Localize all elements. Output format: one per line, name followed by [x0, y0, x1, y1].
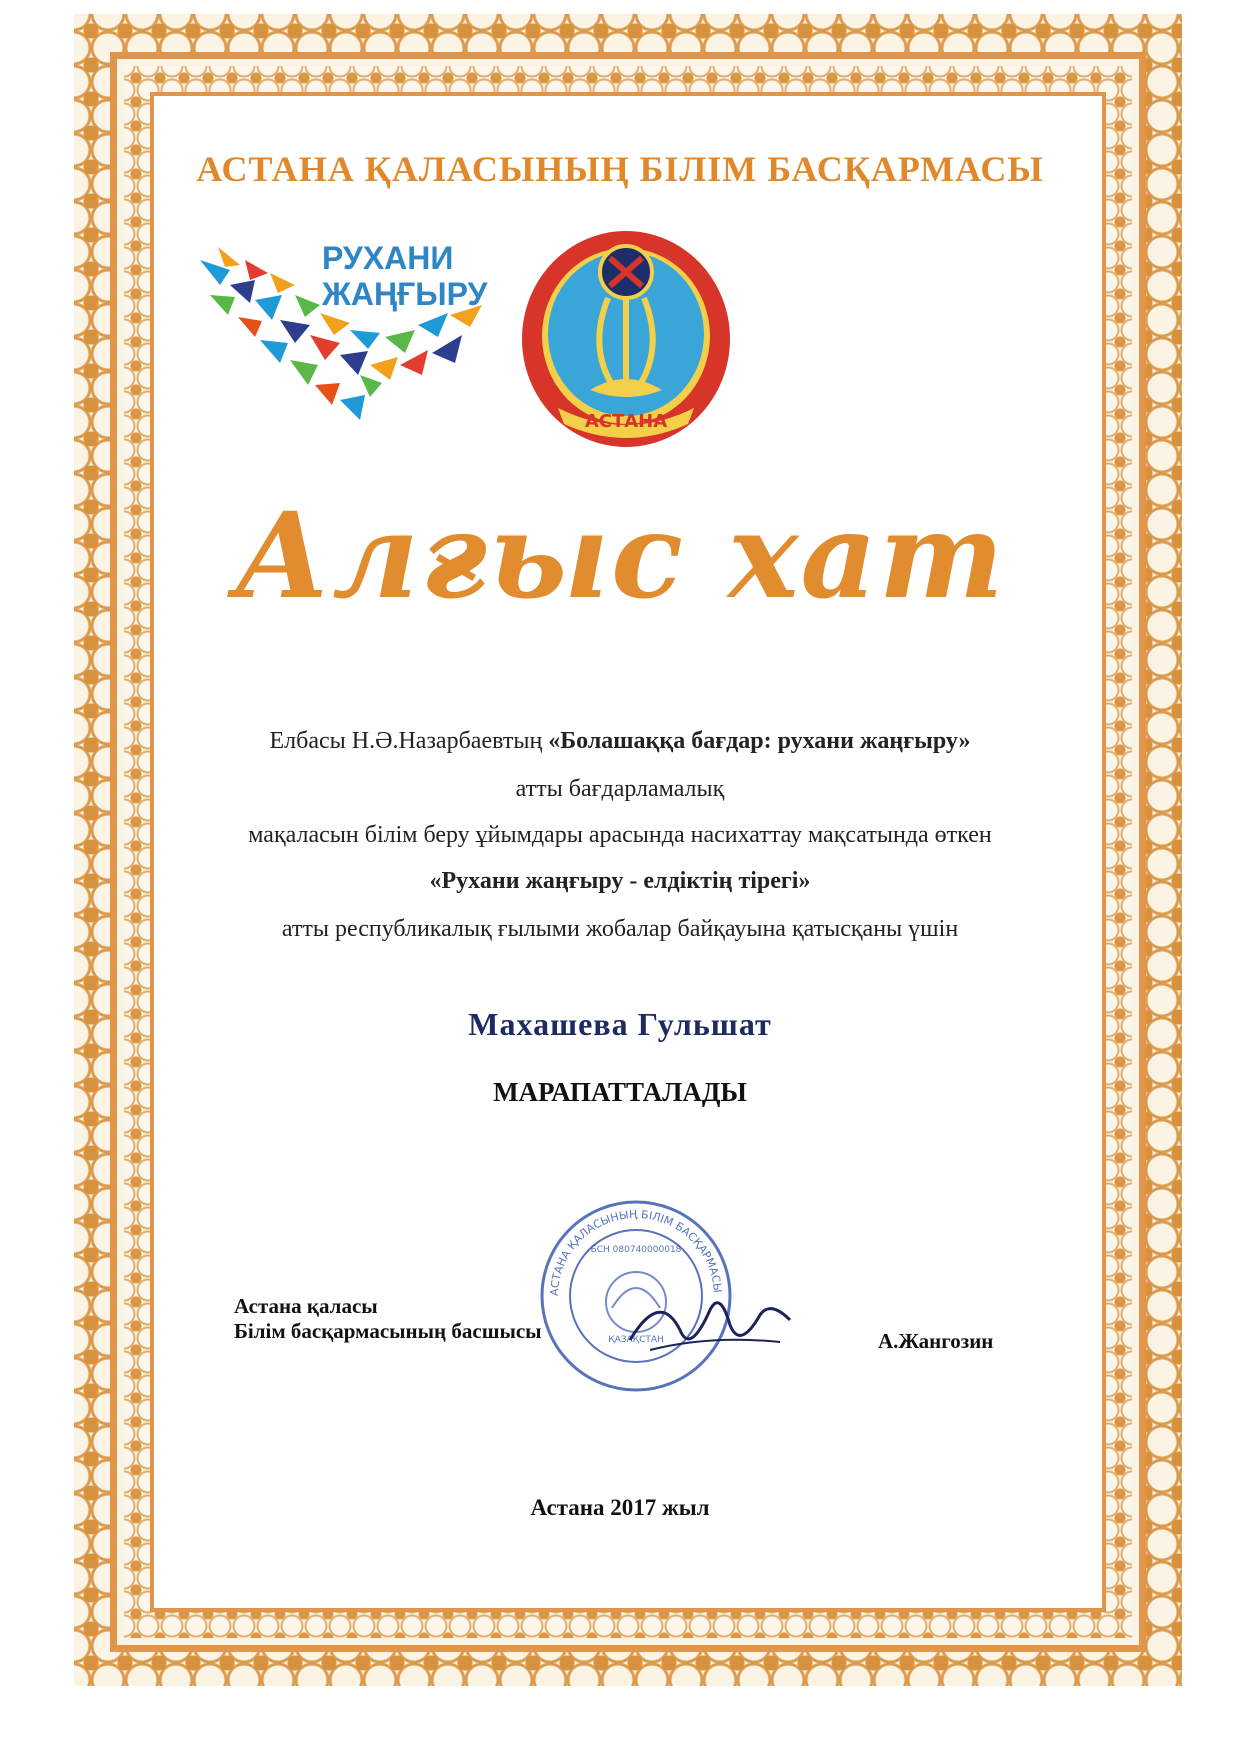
- stamp-outer-text: АСТАНА ҚАЛАСЫНЫҢ БІЛІМ БАСҚАРМАСЫ: [547, 1207, 725, 1297]
- organization-title: АСТАНА ҚАЛАСЫНЫҢ БІЛІМ БАСҚАРМАСЫ: [196, 149, 1044, 189]
- certificate-heading: Алғыс хат: [234, 486, 1006, 625]
- handwritten-signature: [620, 1280, 800, 1370]
- rukhani-logo-line1: РУХАНИ: [322, 240, 454, 276]
- svg-text:БСН 080740000018: БСН 080740000018: [590, 1245, 682, 1255]
- body-line-3: мақаласын білім беру ұйымдары арасында насихаттау мақсатында өткен: [248, 822, 992, 848]
- recipient-name: Махашева Гульшат: [468, 1006, 772, 1042]
- svg-text:ҚАЗАҚСТАН: ҚАЗАҚСТАН: [608, 1335, 664, 1345]
- body-line-2: атты бағдарламалық: [515, 776, 725, 802]
- place-and-year: Астана 2017 жыл: [530, 1495, 710, 1520]
- body-line-5: атты республикалық ғылыми жобалар байқауына қатысқаны үшін: [281, 916, 959, 942]
- signatory-name: А.Жангозин: [878, 1329, 994, 1353]
- body-line-4: «Рухани жаңғыру - елдіктің тірегі»: [429, 868, 811, 894]
- rukhani-logo-text: [322, 240, 487, 312]
- body-line-1-plain: Елбасы Н.Ә.Назарбаевтың: [269, 728, 549, 754]
- body-line-1-bold: «Болашаққа бағдар: рухани жаңғыру»: [548, 728, 971, 754]
- rukhani-logo-line2: ЖАҢҒЫРУ: [322, 276, 488, 312]
- body-line-1: [160, 728, 1080, 755]
- signatory-position-line2: Білім басқармасының басшысы: [234, 1319, 542, 1343]
- signatory-position-line1: Астана қаласы: [234, 1294, 378, 1318]
- svg-text:АСТАНА: АСТАНА: [584, 411, 668, 432]
- awarded-text: МАРАПАТТАЛАДЫ: [493, 1077, 747, 1107]
- signatory-position: [234, 1294, 542, 1344]
- astana-emblem: [518, 228, 734, 450]
